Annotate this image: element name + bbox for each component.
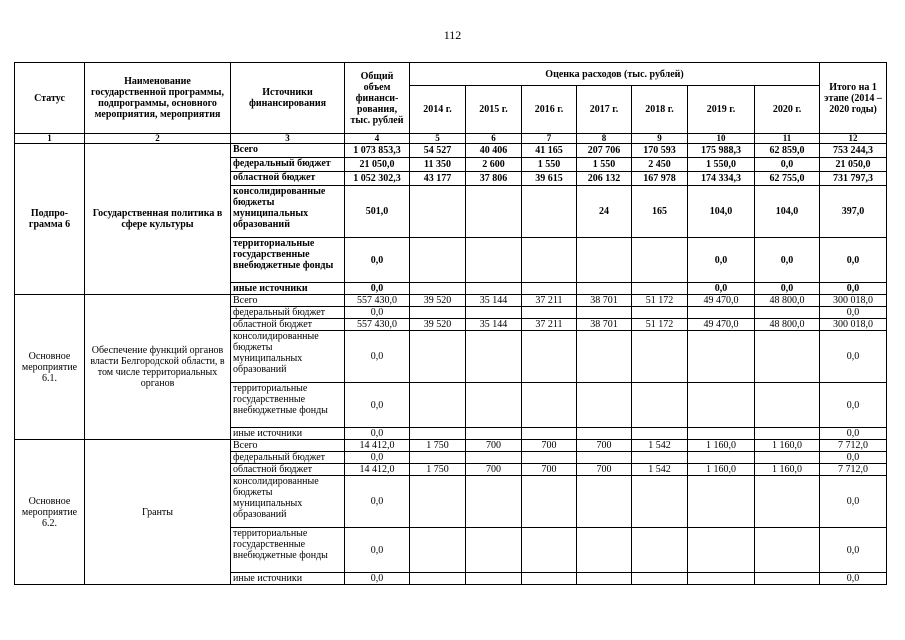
total-cell: 0,0	[345, 383, 410, 428]
year-value-cell: 48 800,0	[755, 295, 820, 307]
total-cell: 557 430,0	[345, 319, 410, 331]
year-value-cell	[632, 476, 688, 528]
source-cell: Всего	[231, 144, 345, 158]
table-row	[15, 144, 887, 158]
year-value-cell	[688, 307, 755, 319]
total-cell: 0,0	[345, 238, 410, 283]
year-value-cell: 35 144	[466, 319, 522, 331]
year-value-cell	[466, 528, 522, 573]
year-value-cell	[577, 307, 632, 319]
year-value-cell	[632, 573, 688, 585]
status-cell: Основное мероприятие 6.2.	[15, 440, 85, 585]
year-value-cell: 62 859,0	[755, 144, 820, 158]
year-value-cell	[632, 452, 688, 464]
year-value-cell	[410, 186, 466, 238]
year-value-cell	[522, 573, 577, 585]
column-number: 9	[632, 134, 688, 144]
year-value-cell	[410, 238, 466, 283]
year-value-cell: 38 701	[577, 295, 632, 307]
year-value-cell: 1 550	[577, 158, 632, 172]
stage-total-cell: 0,0	[820, 528, 887, 573]
year-value-cell	[688, 428, 755, 440]
year-value-cell: 206 132	[577, 172, 632, 186]
stage-total-cell: 753 244,3	[820, 144, 887, 158]
year-value-cell: 0,0	[688, 238, 755, 283]
name-cell: Обеспечение функций органов власти Белгородской области, в том числе территориальных органов	[85, 295, 231, 440]
table-row	[15, 440, 887, 452]
year-value-cell: 54 527	[410, 144, 466, 158]
source-cell: территориальные государственные внебюджетные фонды	[231, 528, 345, 573]
year-value-cell: 1 542	[632, 440, 688, 452]
source-cell: Всего	[231, 440, 345, 452]
year-value-cell	[522, 428, 577, 440]
year-value-cell	[755, 428, 820, 440]
source-cell: областной бюджет	[231, 464, 345, 476]
column-number: 10	[688, 134, 755, 144]
column-number: 1	[15, 134, 85, 144]
year-value-cell: 700	[522, 440, 577, 452]
stage-total-cell: 0,0	[820, 383, 887, 428]
year-value-cell	[410, 383, 466, 428]
stage-total-cell: 300 018,0	[820, 319, 887, 331]
source-cell: иные источники	[231, 283, 345, 295]
year-value-cell: 0,0	[755, 158, 820, 172]
year-value-cell	[466, 476, 522, 528]
year-value-cell	[522, 528, 577, 573]
source-cell: консолидированные бюджеты муниципальных образований	[231, 476, 345, 528]
year-value-cell: 1 542	[632, 464, 688, 476]
total-cell: 501,0	[345, 186, 410, 238]
year-value-cell	[466, 428, 522, 440]
year-value-cell	[410, 428, 466, 440]
column-number: 2	[85, 134, 231, 144]
header-year: 2018 г.	[632, 86, 688, 134]
year-value-cell: 43 177	[410, 172, 466, 186]
stage-total-cell: 21 050,0	[820, 158, 887, 172]
column-number: 6	[466, 134, 522, 144]
stage-total-cell: 397,0	[820, 186, 887, 238]
stage-total-cell: 7 712,0	[820, 464, 887, 476]
year-value-cell	[466, 452, 522, 464]
year-value-cell: 104,0	[755, 186, 820, 238]
year-value-cell: 37 211	[522, 319, 577, 331]
total-cell: 0,0	[345, 428, 410, 440]
total-cell: 0,0	[345, 307, 410, 319]
year-value-cell	[688, 452, 755, 464]
year-value-cell: 207 706	[577, 144, 632, 158]
year-value-cell: 0,0	[755, 238, 820, 283]
name-cell: Гранты	[85, 440, 231, 585]
total-cell: 14 412,0	[345, 464, 410, 476]
source-cell: иные источники	[231, 428, 345, 440]
header-year: 2020 г.	[755, 86, 820, 134]
header-year: 2015 г.	[466, 86, 522, 134]
year-value-cell	[522, 383, 577, 428]
year-value-cell: 170 593	[632, 144, 688, 158]
stage-total-cell: 731 797,3	[820, 172, 887, 186]
total-cell: 0,0	[345, 452, 410, 464]
year-value-cell	[688, 383, 755, 428]
total-cell: 14 412,0	[345, 440, 410, 452]
year-value-cell	[688, 528, 755, 573]
total-cell: 21 050,0	[345, 158, 410, 172]
table-row	[15, 295, 887, 307]
stage-total-cell: 7 712,0	[820, 440, 887, 452]
total-cell: 0,0	[345, 283, 410, 295]
year-value-cell	[688, 573, 755, 585]
year-value-cell: 51 172	[632, 319, 688, 331]
year-value-cell: 0,0	[755, 283, 820, 295]
header-sources: Источники финансирования	[231, 63, 345, 134]
year-value-cell	[466, 238, 522, 283]
year-value-cell: 38 701	[577, 319, 632, 331]
stage-total-cell: 0,0	[820, 428, 887, 440]
year-value-cell	[632, 283, 688, 295]
year-value-cell	[522, 238, 577, 283]
year-value-cell	[522, 476, 577, 528]
year-value-cell	[755, 383, 820, 428]
stage-total-cell: 0,0	[820, 573, 887, 585]
source-cell: федеральный бюджет	[231, 307, 345, 319]
stage-total-cell: 0,0	[820, 238, 887, 283]
year-value-cell: 700	[577, 464, 632, 476]
year-value-cell	[688, 476, 755, 528]
year-value-cell	[577, 428, 632, 440]
header-status: Статус	[15, 63, 85, 134]
year-value-cell: 700	[522, 464, 577, 476]
year-value-cell	[755, 476, 820, 528]
column-number: 5	[410, 134, 466, 144]
year-value-cell	[466, 573, 522, 585]
total-cell: 0,0	[345, 476, 410, 528]
year-value-cell	[522, 283, 577, 295]
year-value-cell: 1 550	[522, 158, 577, 172]
year-value-cell: 39 615	[522, 172, 577, 186]
column-number: 3	[231, 134, 345, 144]
source-cell: территориальные государственные внебюджетные фонды	[231, 238, 345, 283]
year-value-cell	[410, 476, 466, 528]
year-value-cell	[410, 283, 466, 295]
total-cell: 1 052 302,3	[345, 172, 410, 186]
year-value-cell: 24	[577, 186, 632, 238]
source-cell: территориальные государственные внебюджетные фонды	[231, 383, 345, 428]
year-value-cell: 35 144	[466, 295, 522, 307]
status-cell: Основное мероприятие 6.1.	[15, 295, 85, 440]
year-value-cell	[410, 452, 466, 464]
header-year: 2014 г.	[410, 86, 466, 134]
source-cell: иные источники	[231, 573, 345, 585]
year-value-cell	[522, 452, 577, 464]
year-value-cell: 39 520	[410, 295, 466, 307]
total-cell: 0,0	[345, 331, 410, 383]
header-name: Наименование государственной программы, подпрограммы, основного мероприятия, мероприятия	[85, 63, 231, 134]
source-cell: консолидированные бюджеты муниципальных образований	[231, 186, 345, 238]
year-value-cell	[410, 528, 466, 573]
stage-total-cell: 0,0	[820, 452, 887, 464]
source-cell: федеральный бюджет	[231, 452, 345, 464]
stage-total-cell: 0,0	[820, 283, 887, 295]
header-year: 2016 г.	[522, 86, 577, 134]
name-cell: Государственная политика в сфере культуры	[85, 144, 231, 295]
year-value-cell: 1 160,0	[688, 464, 755, 476]
source-cell: Всего	[231, 295, 345, 307]
year-value-cell: 49 470,0	[688, 319, 755, 331]
year-value-cell: 40 406	[466, 144, 522, 158]
year-value-cell	[632, 428, 688, 440]
year-value-cell	[466, 186, 522, 238]
year-value-cell	[522, 307, 577, 319]
year-value-cell: 1 160,0	[755, 464, 820, 476]
year-value-cell	[632, 331, 688, 383]
source-cell: областной бюджет	[231, 319, 345, 331]
source-cell: консолидированные бюджеты муниципальных образований	[231, 331, 345, 383]
year-value-cell: 175 988,3	[688, 144, 755, 158]
year-value-cell	[632, 383, 688, 428]
header-year: 2017 г.	[577, 86, 632, 134]
total-cell: 0,0	[345, 573, 410, 585]
stage-total-cell: 0,0	[820, 331, 887, 383]
year-value-cell: 41 165	[522, 144, 577, 158]
source-cell: федеральный бюджет	[231, 158, 345, 172]
year-value-cell	[688, 331, 755, 383]
header-estimate: Оценка расходов (тыс. рублей)	[410, 63, 820, 86]
total-cell: 0,0	[345, 528, 410, 573]
year-value-cell	[755, 307, 820, 319]
column-number: 11	[755, 134, 820, 144]
year-value-cell	[755, 573, 820, 585]
year-value-cell	[632, 307, 688, 319]
year-value-cell: 49 470,0	[688, 295, 755, 307]
total-cell: 1 073 853,3	[345, 144, 410, 158]
year-value-cell: 39 520	[410, 319, 466, 331]
year-value-cell: 2 600	[466, 158, 522, 172]
page-number: 112	[443, 28, 462, 42]
stage-total-cell: 0,0	[820, 476, 887, 528]
total-cell: 557 430,0	[345, 295, 410, 307]
year-value-cell: 2 450	[632, 158, 688, 172]
year-value-cell: 174 334,3	[688, 172, 755, 186]
year-value-cell: 104,0	[688, 186, 755, 238]
column-number: 8	[577, 134, 632, 144]
year-value-cell: 0,0	[688, 283, 755, 295]
year-value-cell	[755, 528, 820, 573]
stage-total-cell: 300 018,0	[820, 295, 887, 307]
year-value-cell: 1 160,0	[755, 440, 820, 452]
year-value-cell	[577, 331, 632, 383]
year-value-cell	[755, 331, 820, 383]
column-number: 4	[345, 134, 410, 144]
year-value-cell	[577, 452, 632, 464]
table-body	[15, 144, 887, 585]
year-value-cell: 700	[577, 440, 632, 452]
year-value-cell	[522, 331, 577, 383]
year-value-cell	[466, 383, 522, 428]
year-value-cell	[410, 307, 466, 319]
status-cell: Подпро-грамма 6	[15, 144, 85, 295]
year-value-cell	[577, 528, 632, 573]
year-value-cell	[577, 283, 632, 295]
year-value-cell: 1 550,0	[688, 158, 755, 172]
year-value-cell: 51 172	[632, 295, 688, 307]
year-value-cell: 1 750	[410, 464, 466, 476]
year-value-cell: 1 750	[410, 440, 466, 452]
year-value-cell	[466, 331, 522, 383]
source-cell: областной бюджет	[231, 172, 345, 186]
year-value-cell: 700	[466, 464, 522, 476]
stage-total-cell: 0,0	[820, 307, 887, 319]
year-value-cell: 62 755,0	[755, 172, 820, 186]
year-value-cell: 700	[466, 440, 522, 452]
year-value-cell	[522, 186, 577, 238]
column-number: 7	[522, 134, 577, 144]
year-value-cell	[577, 476, 632, 528]
header-total-volume: Общий объем финанси-рования, тыс. рублей	[345, 63, 410, 134]
year-value-cell	[632, 238, 688, 283]
year-value-cell	[577, 383, 632, 428]
year-value-cell: 1 160,0	[688, 440, 755, 452]
year-value-cell: 37 211	[522, 295, 577, 307]
year-value-cell	[577, 573, 632, 585]
column-number: 12	[820, 134, 887, 144]
year-value-cell	[466, 307, 522, 319]
year-value-cell: 37 806	[466, 172, 522, 186]
header-stage-total: Итого на 1 этапе (2014 – 2020 годы)	[820, 63, 887, 134]
financing-table	[14, 62, 887, 585]
year-value-cell: 48 800,0	[755, 319, 820, 331]
header-year: 2019 г.	[688, 86, 755, 134]
year-value-cell: 11 350	[410, 158, 466, 172]
year-value-cell	[466, 283, 522, 295]
year-value-cell	[410, 331, 466, 383]
year-value-cell	[632, 528, 688, 573]
year-value-cell: 165	[632, 186, 688, 238]
year-value-cell	[755, 452, 820, 464]
year-value-cell: 167 978	[632, 172, 688, 186]
year-value-cell	[577, 238, 632, 283]
year-value-cell	[410, 573, 466, 585]
